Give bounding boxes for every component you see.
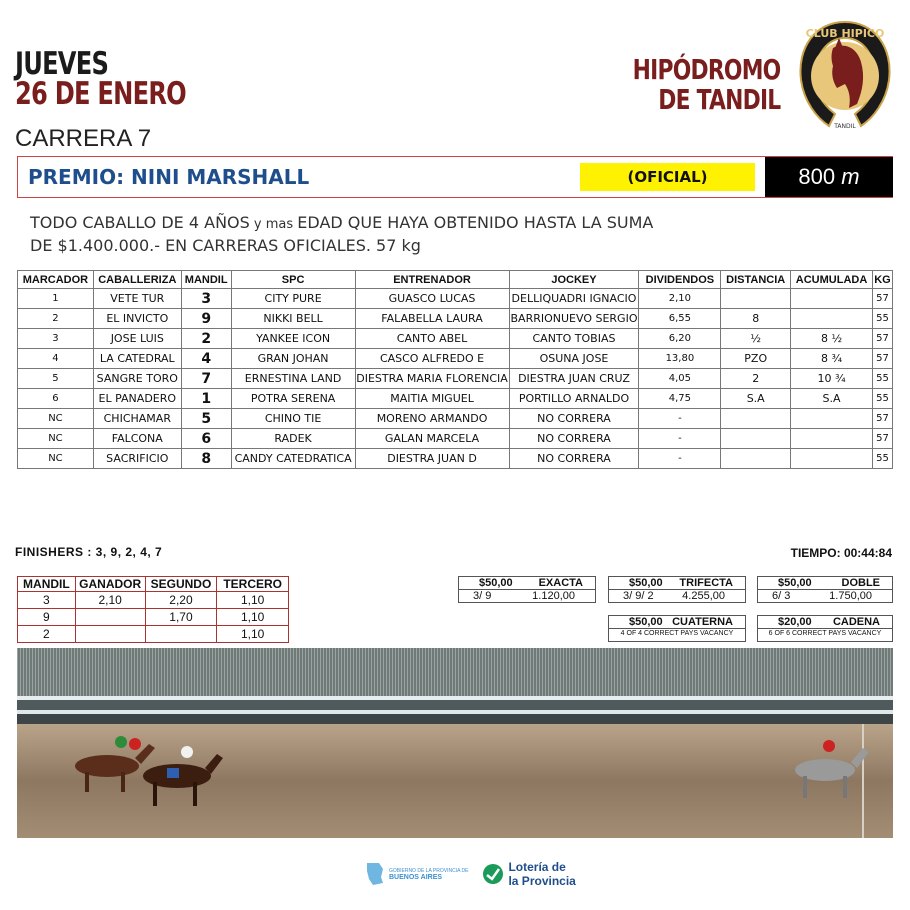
province-map-icon bbox=[365, 861, 385, 887]
trifecta-price: $50,00 bbox=[629, 577, 663, 589]
table-cell: EL PANADERO bbox=[93, 389, 181, 409]
table-cell: FALCONA bbox=[93, 429, 181, 449]
finishers: FINISHERS : 3, 9, 2, 4, 7 bbox=[15, 545, 163, 559]
ba-line2: BUENOS AIRES bbox=[389, 873, 443, 881]
table-cell: 57 bbox=[872, 349, 892, 369]
table-cell: 4 bbox=[18, 349, 94, 369]
table-cell: S.A bbox=[791, 389, 873, 409]
race-time: TIEMPO: 00:44:84 bbox=[790, 546, 892, 560]
table-cell bbox=[791, 409, 873, 429]
table-cell: 9 bbox=[181, 309, 231, 329]
table-cell: CHICHAMAR bbox=[93, 409, 181, 429]
table-cell bbox=[791, 289, 873, 309]
cuaterna-box bbox=[608, 615, 746, 642]
table-cell: 8 bbox=[181, 449, 231, 469]
table-cell: NO CORRERA bbox=[509, 409, 639, 429]
table-cell: - bbox=[639, 409, 721, 429]
table-row bbox=[18, 429, 893, 449]
payout-cell: 3 bbox=[18, 592, 76, 609]
results-header-cell: DIVIDENDOS bbox=[639, 271, 721, 289]
table-cell: BARRIONUEVO SERGIO bbox=[509, 309, 639, 329]
table-cell: 55 bbox=[872, 389, 892, 409]
trifecta-combo: 3/ 9/ 2 bbox=[623, 590, 654, 602]
results-header-cell: MANDIL bbox=[181, 271, 231, 289]
cadena-box bbox=[757, 615, 893, 642]
results-header-row bbox=[18, 271, 893, 289]
results-header-cell: JOCKEY bbox=[509, 271, 639, 289]
premio-name: PREMIO: NINI MARSHALL bbox=[28, 165, 310, 189]
table-cell: NC bbox=[18, 409, 94, 429]
table-cell: 5 bbox=[18, 369, 94, 389]
table-row bbox=[18, 309, 893, 329]
distance-number: 800 bbox=[798, 164, 836, 189]
table-cell bbox=[791, 309, 873, 329]
trifecta-box bbox=[608, 576, 746, 603]
doble-name: DOBLE bbox=[841, 577, 880, 589]
table-cell: NO CORRERA bbox=[509, 449, 639, 469]
doble-price: $50,00 bbox=[778, 577, 812, 589]
table-cell: JOSE LUIS bbox=[93, 329, 181, 349]
conditions-part1: TODO CABALLO DE 4 AÑOS bbox=[30, 213, 250, 232]
payout-cell bbox=[75, 609, 145, 626]
table-cell: 10 ¾ bbox=[791, 369, 873, 389]
table-cell: GRAN JOHAN bbox=[231, 349, 355, 369]
payouts-header-row bbox=[18, 577, 289, 592]
table-cell: DIESTRA MARIA FLORENCIA bbox=[355, 369, 509, 389]
table-cell: GALAN MARCELA bbox=[355, 429, 509, 449]
table-cell: GUASCO LUCAS bbox=[355, 289, 509, 309]
table-cell: MAITIA MIGUEL bbox=[355, 389, 509, 409]
cuaterna-note: 4 OF 4 CORRECT PAYS VACANCY bbox=[620, 630, 734, 637]
table-cell: NO CORRERA bbox=[509, 429, 639, 449]
cuaterna-name: CUATERNA bbox=[672, 616, 733, 628]
conditions-part2: y mas bbox=[249, 217, 298, 232]
table-cell: YANKEE ICON bbox=[231, 329, 355, 349]
table-cell: DELLIQUADRI IGNACIO bbox=[509, 289, 639, 309]
table-cell: 55 bbox=[872, 449, 892, 469]
venue-line2: DE TANDIL bbox=[657, 83, 780, 116]
results-header-cell: MARCADOR bbox=[18, 271, 94, 289]
table-cell: 8 ½ bbox=[791, 329, 873, 349]
payout-row bbox=[18, 592, 289, 609]
payouts-table bbox=[17, 576, 289, 643]
table-cell: SACRIFICIO bbox=[93, 449, 181, 469]
table-cell: CANTO TOBIAS bbox=[509, 329, 639, 349]
payouts-header-cell: MANDIL bbox=[18, 577, 76, 592]
club-hipico-logo bbox=[795, 18, 895, 130]
results-header-cell: ACUMULADA bbox=[791, 271, 873, 289]
table-cell: 4,05 bbox=[639, 369, 721, 389]
table-cell: CASCO ALFREDO E bbox=[355, 349, 509, 369]
distance-unit: m bbox=[841, 164, 860, 189]
venue-line1: HIPÓDROMO bbox=[632, 53, 780, 86]
payouts-header-cell: TERCERO bbox=[217, 577, 289, 592]
exacta-price: $50,00 bbox=[479, 577, 513, 589]
table-cell: 2 bbox=[721, 369, 791, 389]
table-cell: CANTO ABEL bbox=[355, 329, 509, 349]
results-header-cell: DISTANCIA bbox=[721, 271, 791, 289]
table-row bbox=[18, 329, 893, 349]
exacta-box bbox=[458, 576, 596, 603]
exacta-amount: 1.120,00 bbox=[532, 590, 575, 602]
table-cell: 57 bbox=[872, 289, 892, 309]
table-row bbox=[18, 369, 893, 389]
payout-cell bbox=[145, 626, 217, 643]
table-cell: 7 bbox=[181, 369, 231, 389]
date-label: 26 DE ENERO bbox=[15, 76, 186, 112]
table-cell: 57 bbox=[872, 409, 892, 429]
payouts-header-cell: SEGUNDO bbox=[145, 577, 217, 592]
table-cell: 6,20 bbox=[639, 329, 721, 349]
loteria-line2: la Provincia bbox=[508, 874, 576, 888]
payout-cell: 1,70 bbox=[145, 609, 217, 626]
table-cell bbox=[721, 429, 791, 449]
table-cell: RADEK bbox=[231, 429, 355, 449]
exacta-name: EXACTA bbox=[538, 577, 583, 589]
doble-combo: 6/ 3 bbox=[772, 590, 791, 602]
table-cell: 2 bbox=[181, 329, 231, 349]
table-cell: CITY PURE bbox=[231, 289, 355, 309]
table-cell: 2 bbox=[18, 309, 94, 329]
exacta-combo: 3/ 9 bbox=[473, 590, 492, 602]
table-cell: 57 bbox=[872, 329, 892, 349]
table-cell: MORENO ARMANDO bbox=[355, 409, 509, 429]
payout-cell: 2 bbox=[18, 626, 76, 643]
day-label: JUEVES bbox=[15, 46, 109, 82]
table-cell: NC bbox=[18, 449, 94, 469]
table-cell: NIKKI BELL bbox=[231, 309, 355, 329]
payout-cell: 1,10 bbox=[217, 626, 289, 643]
table-cell: CANDY CATEDRATICA bbox=[231, 449, 355, 469]
table-cell: 55 bbox=[872, 369, 892, 389]
results-header-cell: SPC bbox=[231, 271, 355, 289]
results-header-cell: CABALLERIZA bbox=[93, 271, 181, 289]
table-cell: 8 ¾ bbox=[791, 349, 873, 369]
table-cell: 3 bbox=[181, 289, 231, 309]
table-cell: 6 bbox=[18, 389, 94, 409]
conditions-part3: EDAD QUE HAYA OBTENIDO HASTA LA SUMA DE $1.400.000.- EN CARRERAS OFICIALES. 57 kg bbox=[30, 213, 654, 255]
table-cell: 5 bbox=[181, 409, 231, 429]
payout-cell bbox=[75, 626, 145, 643]
table-cell bbox=[791, 449, 873, 469]
table-cell: VETE TUR bbox=[93, 289, 181, 309]
table-cell: 55 bbox=[872, 309, 892, 329]
cuaterna-price: $50,00 bbox=[629, 616, 663, 628]
photo-finish-image bbox=[17, 648, 893, 838]
payout-cell: 9 bbox=[18, 609, 76, 626]
table-row bbox=[18, 409, 893, 429]
table-cell: SANGRE TORO bbox=[93, 369, 181, 389]
table-cell: 2,10 bbox=[639, 289, 721, 309]
table-row bbox=[18, 449, 893, 469]
club-logo-sub: TANDIL bbox=[834, 123, 856, 130]
club-logo-text: CLUB HIPICO bbox=[805, 27, 885, 40]
table-cell: ERNESTINA LAND bbox=[231, 369, 355, 389]
doble-box bbox=[757, 576, 893, 603]
payout-row bbox=[18, 626, 289, 643]
table-row bbox=[18, 389, 893, 409]
table-cell: DIESTRA JUAN D bbox=[355, 449, 509, 469]
venue-title bbox=[632, 55, 780, 115]
table-cell: PZO bbox=[721, 349, 791, 369]
race-number: CARRERA 7 bbox=[15, 125, 152, 152]
payout-cell: 1,10 bbox=[217, 609, 289, 626]
table-row bbox=[18, 349, 893, 369]
distance-box bbox=[765, 157, 893, 197]
results-header-cell: KG bbox=[872, 271, 892, 289]
table-cell: - bbox=[639, 429, 721, 449]
buenos-aires-logo bbox=[365, 861, 468, 887]
table-cell: PORTILLO ARNALDO bbox=[509, 389, 639, 409]
table-cell bbox=[791, 429, 873, 449]
race-conditions bbox=[30, 212, 670, 256]
table-row bbox=[18, 289, 893, 309]
table-cell: 4 bbox=[181, 349, 231, 369]
table-cell bbox=[721, 289, 791, 309]
table-cell: LA CATEDRAL bbox=[93, 349, 181, 369]
table-cell: POTRA SERENA bbox=[231, 389, 355, 409]
results-header-cell: ENTRENADOR bbox=[355, 271, 509, 289]
table-cell: 6 bbox=[181, 429, 231, 449]
results-table bbox=[17, 270, 893, 469]
oficial-badge: (OFICIAL) bbox=[580, 163, 755, 191]
table-cell bbox=[721, 449, 791, 469]
table-cell: FALABELLA LAURA bbox=[355, 309, 509, 329]
table-cell: 8 bbox=[721, 309, 791, 329]
payout-cell: 1,10 bbox=[217, 592, 289, 609]
table-cell: 1 bbox=[181, 389, 231, 409]
payout-row bbox=[18, 609, 289, 626]
table-cell: 4,75 bbox=[639, 389, 721, 409]
footer-logos bbox=[365, 860, 576, 888]
table-cell: S.A bbox=[721, 389, 791, 409]
payout-cell: 2,10 bbox=[75, 592, 145, 609]
trifecta-amount: 4.255,00 bbox=[682, 590, 725, 602]
table-cell: ½ bbox=[721, 329, 791, 349]
payouts-header-cell: GANADOR bbox=[75, 577, 145, 592]
table-cell: CHINO TIE bbox=[231, 409, 355, 429]
table-cell: - bbox=[639, 449, 721, 469]
payout-cell: 2,20 bbox=[145, 592, 217, 609]
table-cell: EL INVICTO bbox=[93, 309, 181, 329]
table-cell: DIESTRA JUAN CRUZ bbox=[509, 369, 639, 389]
loteria-line1: Lotería de bbox=[508, 860, 566, 874]
cadena-note: 6 OF 6 CORRECT PAYS VACANCY bbox=[768, 630, 882, 637]
loteria-icon bbox=[482, 863, 504, 885]
table-cell: 57 bbox=[872, 429, 892, 449]
cadena-name: CADENA bbox=[832, 616, 880, 628]
table-cell: 13,80 bbox=[639, 349, 721, 369]
table-cell: 6,55 bbox=[639, 309, 721, 329]
doble-amount: 1.750,00 bbox=[829, 590, 872, 602]
table-cell: OSUNA JOSE bbox=[509, 349, 639, 369]
cadena-price: $20,00 bbox=[778, 616, 812, 628]
table-cell: 1 bbox=[18, 289, 94, 309]
loteria-logo bbox=[482, 860, 575, 888]
table-cell: 3 bbox=[18, 329, 94, 349]
trifecta-name: TRIFECTA bbox=[679, 577, 733, 589]
ba-line1: GOBIERNO DE LA PROVINCIA DE bbox=[389, 867, 469, 874]
table-cell: NC bbox=[18, 429, 94, 449]
table-cell bbox=[721, 409, 791, 429]
